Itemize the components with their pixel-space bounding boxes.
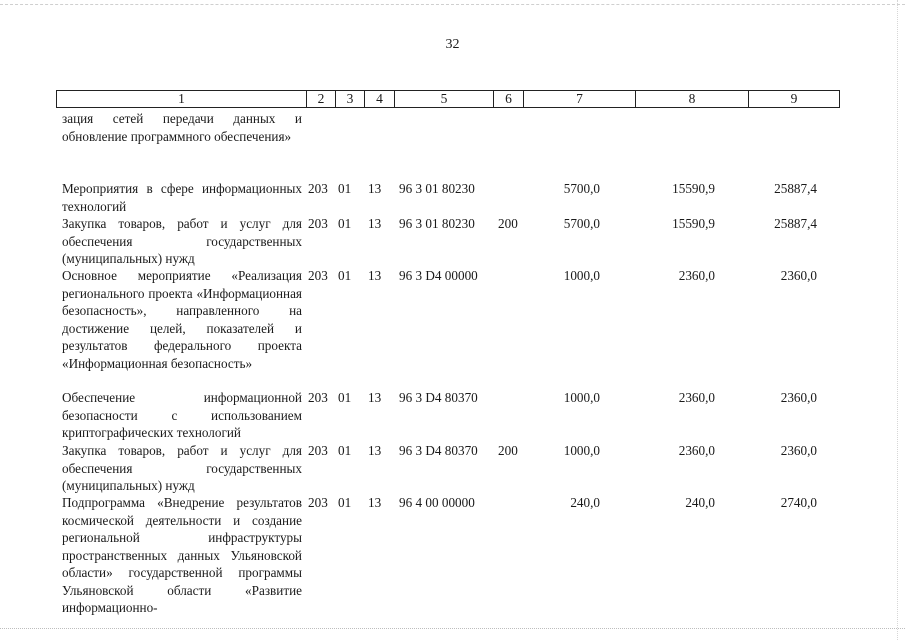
- row-value-9: 2740,0: [780, 495, 817, 510]
- budget-table: [56, 90, 840, 615]
- row-pr: 13: [368, 216, 382, 231]
- row-value-9: 25887,4: [774, 181, 817, 196]
- row-grbs: 203: [308, 268, 328, 283]
- row-rz: 01: [338, 443, 352, 458]
- row-value-8: 2360,0: [678, 268, 715, 283]
- header-col-7: 7: [524, 91, 636, 107]
- header-col-3: 3: [336, 91, 365, 107]
- row-pr: 13: [368, 443, 382, 458]
- row-grbs: 203: [308, 390, 328, 405]
- row-value-7: 1000,0: [563, 268, 600, 283]
- row-vr: 200: [498, 443, 518, 458]
- row-value-9: 25887,4: [774, 216, 817, 231]
- row-rz: 01: [338, 495, 352, 510]
- scan-edge-right: [897, 0, 898, 640]
- row-grbs: 203: [308, 216, 328, 231]
- row-name: Закупка товаров, работ и услуг для обеспечения государственных (муниципальных) нужд: [62, 443, 302, 493]
- header-col-9: 9: [790, 91, 798, 106]
- row-value-8: 15590,9: [672, 181, 715, 196]
- header-col-2: 2: [307, 91, 336, 107]
- row-value-7: 1000,0: [563, 390, 600, 405]
- row-rz: 01: [338, 390, 352, 405]
- row-value-9: 2360,0: [780, 390, 817, 405]
- row-value-7: 1000,0: [563, 443, 600, 458]
- row-value-7: 5700,0: [563, 216, 600, 231]
- row-value-8: 240,0: [685, 495, 715, 510]
- row-value-7: 240,0: [570, 495, 600, 510]
- row-grbs: 203: [308, 443, 328, 458]
- row-pr: 13: [368, 181, 382, 196]
- scan-edge-top: [0, 4, 905, 5]
- row-grbs: 203: [308, 495, 328, 510]
- row-rz: 01: [338, 268, 352, 283]
- row-csr: 96 3 01 80230: [399, 181, 475, 196]
- row-value-8: 2360,0: [678, 390, 715, 405]
- row-value-7: 5700,0: [563, 181, 600, 196]
- row-rz: 01: [338, 216, 352, 231]
- row-name: Мероприятия в сфере информационных технологий: [62, 181, 302, 214]
- row-value-9: 2360,0: [780, 443, 817, 458]
- row-csr: 96 3 D4 00000: [399, 268, 478, 283]
- header-col-6: 6: [494, 91, 524, 107]
- row-name: Основное мероприятие «Реализация регионального проекта «Информационная безопасность», направленного на достижение целей, показателей и результатов федерального проекта «Информационная безопасность»: [62, 268, 302, 371]
- table-header-row: [56, 90, 840, 108]
- page-number: 32: [445, 37, 460, 52]
- scan-edge-bottom: [0, 628, 905, 629]
- row-name: зация сетей передачи данных и обновление программного обеспечения»: [62, 111, 302, 144]
- row-pr: 13: [368, 390, 382, 405]
- row-vr: 200: [498, 216, 518, 231]
- row-pr: 13: [368, 268, 382, 283]
- row-csr: 96 4 00 00000: [399, 495, 475, 510]
- row-grbs: 203: [308, 181, 328, 196]
- row-rz: 01: [338, 181, 352, 196]
- row-csr: 96 3 D4 80370: [399, 443, 478, 458]
- row-value-8: 15590,9: [672, 216, 715, 231]
- row-name: Подпрограмма «Внедрение результатов космической деятельности и создание региональной инфраструктуры пространственных данных Ульяновской области» государственной программы Ульяновской области «Развитие информационно-: [62, 495, 302, 615]
- row-csr: 96 3 01 80230: [399, 216, 475, 231]
- header-col-5: 5: [395, 91, 494, 107]
- row-value-8: 2360,0: [678, 443, 715, 458]
- row-name: Закупка товаров, работ и услуг для обеспечения государственных (муниципальных) нужд: [62, 216, 302, 266]
- row-value-9: 2360,0: [780, 268, 817, 283]
- row-pr: 13: [368, 495, 382, 510]
- header-col-4: 4: [365, 91, 395, 107]
- row-csr: 96 3 D4 80370: [399, 390, 478, 405]
- row-name: Обеспечение информационной безопасности с использованием криптографических технологий: [62, 390, 302, 440]
- header-col-8: 8: [636, 91, 749, 107]
- header-col-1: 1: [57, 91, 307, 107]
